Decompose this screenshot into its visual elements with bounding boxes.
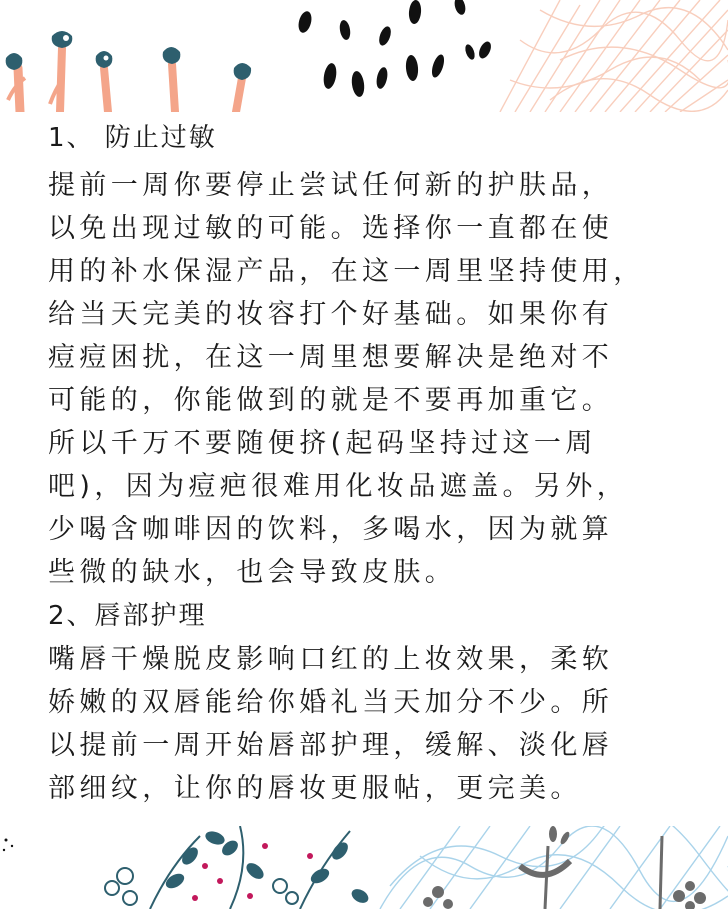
paragraph-line: 用的补水保湿产品，在这一周里坚持使用， (48, 256, 645, 287)
paragraph-line: 痘痘困扰，在这一周里想要解决是绝对不 (48, 342, 614, 373)
article-body (48, 118, 718, 810)
grey-flowers (423, 826, 706, 909)
paragraph-line: 部细纹，让你的唇妆更服帖，更完美。 (48, 773, 582, 804)
top-floral-banner (0, 0, 728, 112)
teal-leaf-branches (105, 826, 371, 909)
paragraph-line: 些微的缺水，也会导致皮肤。 (48, 557, 457, 588)
bottom-floral-banner (0, 826, 728, 909)
section-1-paragraph (48, 164, 718, 594)
paragraph-line: 嘴唇干燥脱皮影响口红的上妆效果，柔软 (48, 644, 614, 675)
black-dots (3, 839, 13, 852)
floral-illustration-top (0, 0, 728, 112)
section-1-heading: 1、 防止过敏 (48, 123, 217, 153)
paragraph-line: 以提前一周开始唇部护理，缓解、淡化唇 (48, 730, 614, 761)
floral-illustration-bottom (0, 826, 728, 909)
section-2-paragraph (48, 638, 718, 810)
paragraph-line: 少喝含咖啡因的饮料，多喝水，因为就算 (48, 514, 614, 545)
paragraph-line: 所以千万不要随便挤(起码坚持过这一周 (48, 428, 597, 459)
paragraph-line: 给当天完美的妆容打个好基础。如果你有 (48, 299, 614, 330)
paragraph-line: 吧)，因为痘疤很难用化妆品遮盖。另外， (48, 471, 629, 502)
pink-scribble-pattern (500, 0, 728, 112)
black-brush-marks (296, 0, 493, 98)
tulip-stems (8, 48, 242, 112)
paragraph-line: 以免出现过敏的可能。选择你一直都在使 (48, 213, 614, 244)
section-2-heading: 2、唇部护理 (48, 601, 207, 631)
paragraph-line: 可能的，你能做到的就是不要再加重它。 (48, 385, 614, 416)
paragraph-line: 提前一周你要停止尝试任何新的护肤品， (48, 170, 614, 201)
teal-tulip-heads (6, 31, 251, 80)
paragraph-line: 娇嫩的双唇能给你婚礼当天加分不少。所 (48, 687, 614, 718)
